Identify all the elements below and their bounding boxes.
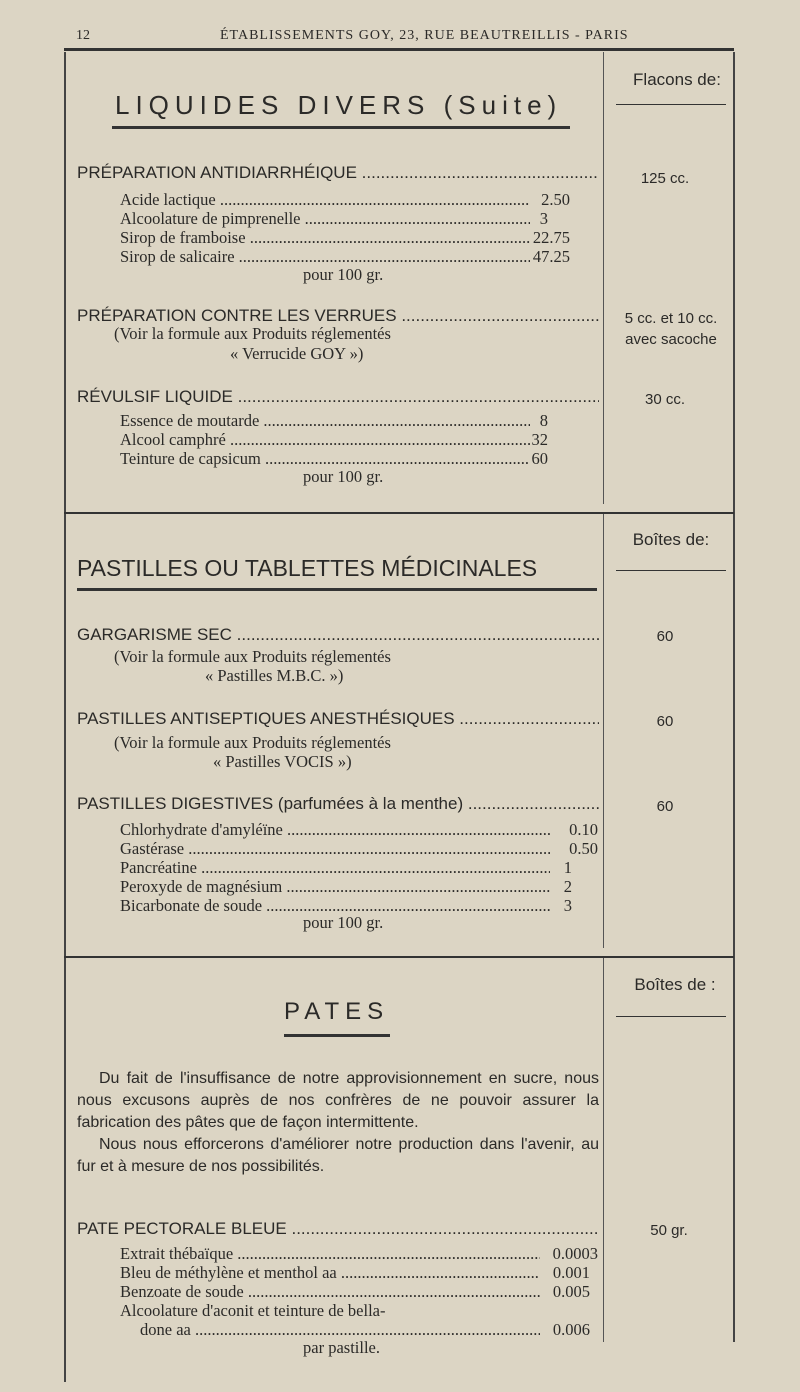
ingredient-value: 0.005	[552, 1282, 590, 1301]
ingredient-name: Bicarbonate de soude .....	[120, 896, 550, 916]
ingredient-name: Sirop de framboise .....	[120, 228, 530, 248]
column-header-rule	[616, 104, 726, 105]
reference-line: « Pastilles VOCIS »)	[213, 752, 352, 771]
ingredient-name: Alcoolature d'aconit et teinture de bella-	[120, 1301, 386, 1320]
item-count: 60	[656, 713, 674, 730]
section-rule	[64, 956, 734, 958]
ingredient-name: Essence de moutarde .....	[120, 411, 530, 431]
column-divider	[603, 52, 604, 504]
ingredient-name: Bleu de méthylène et menthol aa .....	[120, 1263, 540, 1283]
ingredient-name: Extrait thébaïque .....	[120, 1244, 540, 1264]
ingredient-value: 60	[531, 449, 548, 468]
ingredient-value: 22.75	[532, 228, 570, 247]
reference-line: « Verrucide GOY »)	[230, 344, 364, 363]
item-title: RÉVULSIF LIQUIDE .....	[77, 387, 599, 407]
ingredient-value: 0.001	[552, 1263, 590, 1282]
ingredient-name: Pancréatine .....	[120, 858, 550, 878]
item-count: 60	[656, 798, 674, 815]
ingredient-footer: pour 100 gr.	[303, 913, 384, 932]
ingredient-footer: par pastille.	[303, 1338, 380, 1357]
frame-left-border	[64, 52, 66, 1382]
ingredient-footer: pour 100 gr.	[303, 467, 384, 486]
ingredient-footer: pour 100 gr.	[303, 265, 384, 284]
section-title-rule	[284, 1034, 390, 1037]
item-size-note: avec sacoche	[625, 331, 717, 348]
frame-right-border	[733, 52, 735, 1342]
item-title: PATE PECTORALE BLEUE .....	[77, 1219, 599, 1239]
column-header-rule	[616, 570, 726, 571]
ingredient-value: 8	[539, 411, 548, 430]
ingredient-value: 2.50	[541, 190, 570, 209]
ingredient-value: 3	[539, 209, 548, 228]
item-weight: 50 gr.	[650, 1222, 688, 1239]
ingredient-name: Peroxyde de magnésium .....	[120, 877, 550, 897]
column-divider	[603, 958, 604, 1342]
reference-note	[114, 324, 564, 344]
column-header-boites: Boîtes de:	[632, 530, 710, 549]
page-number: 12	[76, 28, 90, 43]
item-size: 5 cc. et 10 cc.	[624, 310, 718, 327]
column-header-rule	[616, 1016, 726, 1017]
item-title: PRÉPARATION CONTRE LES VERRUES .....	[77, 306, 599, 326]
top-rule	[64, 48, 734, 51]
section-title-pates: PATES	[284, 998, 390, 1025]
ingredient-value: 2	[563, 877, 572, 896]
item-title: GARGARISME SEC .....	[77, 625, 599, 645]
notice-paragraph: Du fait de l'insuffisance de notre approvisionnement en sucre, nous nous excusons auprès de nos confrères de ne pouvoir assurer la fabrication des pâtes que de façon intermittente.	[77, 1070, 599, 1131]
notice-text	[77, 1068, 599, 1178]
ingredient-value: 47.25	[532, 247, 570, 266]
reference-line: « Pastilles M.B.C. »)	[205, 666, 344, 685]
section-title-rule	[77, 588, 597, 591]
reference-note	[114, 733, 564, 753]
ingredient-name: Sirop de salicaire .....	[120, 247, 530, 267]
column-header-flacons: Flacons de:	[633, 70, 721, 89]
ingredient-name: Teinture de capsicum .....	[120, 449, 530, 469]
reference-note	[114, 647, 564, 667]
section-title-liquides: LIQUIDES DIVERS (Suite)	[115, 90, 563, 120]
item-title: PASTILLES DIGESTIVES (parfumées à la menthe) .....	[77, 794, 599, 814]
ingredient-value: 32	[531, 430, 548, 449]
item-count: 60	[656, 628, 674, 645]
ingredient-name: done aa .....	[140, 1320, 540, 1340]
ingredient-name: Alcool camphré .....	[120, 430, 530, 450]
ingredient-name: Benzoate de soude .....	[120, 1282, 540, 1302]
section-title-pastilles: PASTILLES OU TABLETTES MÉDICINALES	[77, 555, 538, 581]
ingredient-value: 0.0003	[552, 1244, 598, 1263]
ingredient-value: 1	[563, 858, 572, 877]
ingredient-name: Acide lactique .....	[120, 190, 530, 210]
reference-line: (Voir la formule aux Produits réglementés	[114, 647, 391, 666]
notice-paragraph: Nous nous efforcerons d'améliorer notre production dans l'avenir, au fur et à mesure de nos possibilités.	[77, 1136, 599, 1175]
item-size: 125 cc.	[640, 170, 690, 187]
reference-line: (Voir la formule aux Produits réglementés	[114, 733, 391, 752]
ingredient-value: 0.10	[569, 820, 598, 839]
ingredient-name: Alcoolature de pimprenelle .....	[120, 209, 530, 229]
reference-line: (Voir la formule aux Produits réglementés	[114, 324, 391, 343]
ingredient-value: 3	[563, 896, 572, 915]
item-title: PRÉPARATION ANTIDIARRHÉIQUE .....	[77, 163, 599, 183]
column-header-boites: Boîtes de :	[634, 975, 716, 994]
item-title: PASTILLES ANTISEPTIQUES ANESTHÉSIQUES .....	[77, 709, 599, 729]
publisher-line: ÉTABLISSEMENTS GOY, 23, RUE BEAUTREILLIS - PARIS	[220, 28, 629, 43]
section-rule	[64, 512, 734, 514]
section-title-rule	[112, 126, 570, 129]
ingredient-value: 0.006	[552, 1320, 590, 1339]
ingredient-name: Gastérase .....	[120, 839, 550, 859]
item-size: 30 cc.	[644, 391, 686, 408]
ingredient-name: Chlorhydrate d'amyléïne .....	[120, 820, 550, 840]
ingredient-value: 0.50	[569, 839, 598, 858]
column-divider	[603, 514, 604, 948]
